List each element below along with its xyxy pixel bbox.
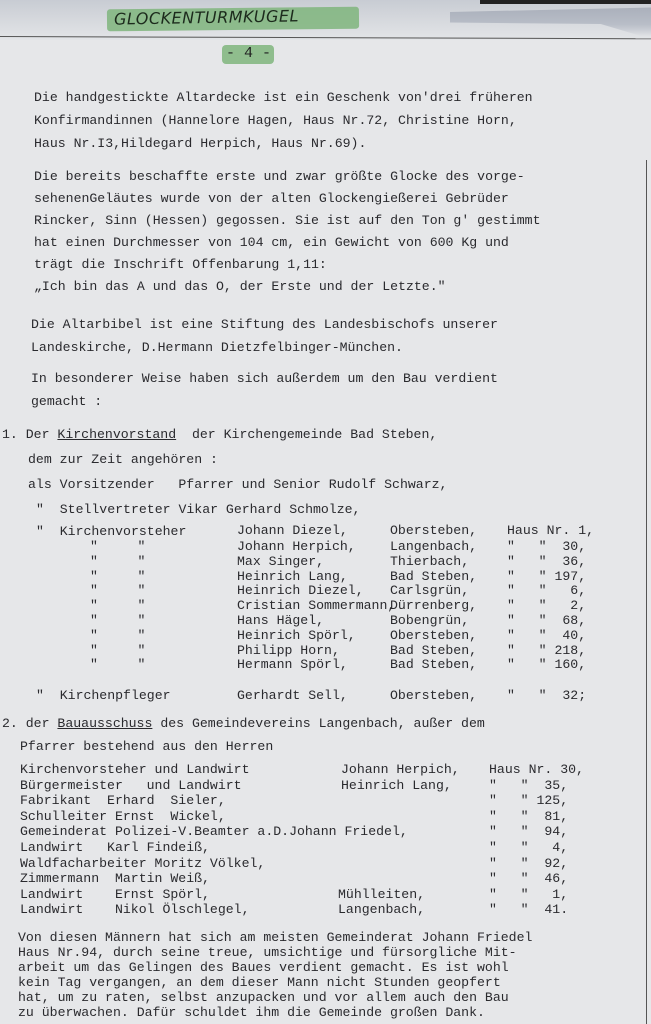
committee-house: " " 4, [489, 840, 569, 855]
ditto-marks: " " [90, 642, 146, 658]
text-line: Die handgestickte Altardecke ist ein Geschenk von'drei früheren [34, 90, 533, 105]
committee-house: " " 1, [489, 886, 569, 902]
member-place: Langenbach, [390, 539, 478, 554]
section-number: 2. [2, 716, 18, 731]
committee-role: Kirchenvorsteher und Landwirt [20, 762, 250, 777]
text-line: Konfirmandinnen (Hannelore Hagen, Haus Nr.72, Christine Horn, [34, 113, 517, 128]
member-house: " " 160, [507, 657, 587, 673]
ditto-marks: " " [90, 568, 146, 584]
committee-house: " " 125, [489, 793, 569, 809]
committee-house: " " 92, [489, 855, 569, 871]
member-name: Hermann Spörl, [237, 657, 348, 673]
treasurer-label: " Kirchenpfleger [36, 688, 171, 703]
committee-role: Bürgermeister und Landwirt [20, 777, 242, 793]
ditto-marks: " " [90, 539, 146, 554]
text-line: dem zur Zeit angehören : [28, 452, 218, 467]
text-line: hat, um zu raten, selbst anzupacken und vor allem auch den Bau [18, 990, 509, 1005]
committee-house: " " 81, [489, 808, 569, 824]
chair-line: als Vorsitzender Pfarrer und Senior Rudolf Schwarz, [28, 477, 448, 492]
page-title: GLOCKENTURMKUGEL [113, 6, 300, 29]
committee-role: Landwirt Nikol Ölschlegel, [20, 902, 250, 918]
ditto-marks: " " [90, 553, 146, 569]
member-name: Hans Hägel, [237, 613, 325, 628]
text-line: Haus Nr.I3,Hildegard Herpich, Haus Nr.69). [34, 136, 367, 151]
heading-post: der Kirchengemeinde Bad Steben, [191, 427, 438, 442]
ditto-marks: " " [90, 583, 146, 599]
ditto-marks: " " [90, 598, 146, 614]
heading-pre: Der [25, 427, 50, 442]
text-line: trägt die Inschrift Offenbarung 1,11: [34, 257, 327, 272]
member-place: Carlsgrün, [390, 583, 470, 599]
text-line: Rincker, Sinn (Hessen) gegossen. Sie ist auf den Ton g' gestimmt [34, 213, 541, 228]
treasurer-name: Gerhardt Sell, [237, 688, 348, 703]
text-line: gemacht : [31, 394, 103, 409]
text-line: Die Altarbibel ist eine Stiftung des Landesbischofs unserer [31, 317, 498, 332]
committee-role: Waldfacharbeiter Moritz Völkel, [20, 855, 266, 871]
member-house: " " 30, [507, 539, 587, 554]
deputy-line: " Stellvertreter Vikar Gerhard Schmolze, [36, 502, 361, 517]
member-place: Bobengrün, [390, 613, 470, 628]
ditto-marks: " " [90, 657, 146, 673]
inscription-quote: „Ich bin das A und das O, der Erste und der Letzte." [34, 279, 446, 294]
heading-post: des Gemeindevereins Langenbach, außer dem [160, 716, 485, 731]
member-house: " " 2, [507, 598, 587, 614]
member-name: Heinrich Diezel, [237, 583, 364, 599]
underlined-term: Kirchenvorstand [57, 427, 177, 442]
text-line: sehenenGeläutes wurde von der alten Glockengießerei Gebrüder [34, 191, 509, 206]
member-name: Heinrich Lang, [237, 568, 348, 584]
treasurer-house: " " 32; [507, 688, 587, 703]
text-line: In besonderer Weise haben sich außerdem um den Bau verdient [31, 371, 498, 386]
page-border [646, 160, 647, 1024]
committee-role: Gemeinderat Polizei-V.Beamter a.D.Johann Friedel, [20, 824, 408, 840]
committee-role: Fabrikant Erhard Sieler, [20, 793, 226, 809]
members-label: " Kirchenvorsteher [36, 524, 187, 539]
committee-name: Johann Herpich, [341, 762, 460, 777]
committee-role: Landwirt Ernst Spörl, [20, 886, 210, 902]
ditto-marks: " " [90, 627, 146, 643]
text-line: kein Tag vergangen, an dem dieser Mann nicht Stunden geopfert [18, 975, 501, 990]
member-name: Max Singer, [237, 553, 325, 569]
text-line: Landeskirche, D.Hermann Dietzfelbinger-München. [31, 340, 403, 355]
member-place: Obersteben, [390, 523, 478, 538]
text-line: Haus Nr.94, durch seine treue, umsichtige und fürsorgliche Mit- [18, 945, 517, 960]
treasurer-place: Obersteben, [390, 688, 478, 703]
committee-house: " " 35, [489, 777, 569, 793]
member-place: Thierbach, [390, 553, 470, 569]
committee-place: Mühlleiten, [338, 886, 426, 902]
committee-house: Haus Nr. 30, [489, 762, 584, 777]
committee-role: Zimmermann Martin Weiß, [20, 871, 210, 887]
text-line: Pfarrer bestehend aus den Herren [20, 739, 274, 754]
member-name: Johann Diezel, [237, 523, 348, 538]
section-heading [2, 714, 485, 734]
text-line: hat einen Durchmesser von 104 cm, ein Gewicht von 600 Kg und [34, 235, 509, 250]
committee-house: " " 94, [489, 824, 569, 840]
member-house: " " 36, [507, 553, 587, 569]
underlined-term: Bauausschuss [57, 716, 153, 731]
section-number: 1. [2, 427, 18, 442]
text-line: arbeit um das Gelingen des Baues verdient gemacht. Es ist wohl [18, 960, 509, 975]
committee-place: Langenbach, [338, 902, 426, 918]
scan-edge [480, 0, 651, 4]
member-name: Philipp Horn, [237, 642, 340, 658]
text-line: Die bereits beschaffte erste und zwar größte Glocke des vorge- [34, 169, 525, 184]
member-house: " " 68, [507, 613, 587, 628]
member-place: Bad Steben, [390, 657, 478, 673]
member-name: Johann Herpich, [237, 539, 356, 554]
member-name: Heinrich Spörl, [237, 627, 356, 643]
committee-name: Heinrich Lang, [341, 777, 452, 793]
member-house: " " 40, [507, 627, 587, 643]
member-place: Dürrenberg, [390, 598, 478, 614]
member-house: " " 6, [507, 583, 587, 599]
committee-role: Landwirt Karl Findeiß, [20, 840, 210, 855]
member-place: Obersteben, [390, 627, 478, 643]
ditto-marks: " " [90, 613, 146, 628]
member-name: Cristian Sommermann, [237, 598, 396, 614]
member-house: Haus Nr. 1, [507, 523, 595, 538]
committee-role: Schulleiter Ernst Wickel, [20, 808, 226, 824]
member-house: " " 197, [507, 568, 587, 584]
section-heading [2, 425, 437, 445]
page-number: - 4 - [226, 45, 272, 62]
committee-house: " " 46, [489, 871, 569, 887]
committee-house: " " 41. [489, 902, 569, 918]
member-place: Bad Steben, [390, 568, 478, 584]
text-line: Von diesen Männern hat sich am meisten Gemeinderat Johann Friedel [18, 930, 533, 945]
heading-pre: der [25, 716, 50, 731]
member-house: " " 218, [507, 642, 587, 658]
text-line: zu überwachen. Dafür schuldet ihm die Gemeinde großen Dank. [18, 1005, 485, 1020]
member-place: Bad Steben, [390, 642, 478, 658]
